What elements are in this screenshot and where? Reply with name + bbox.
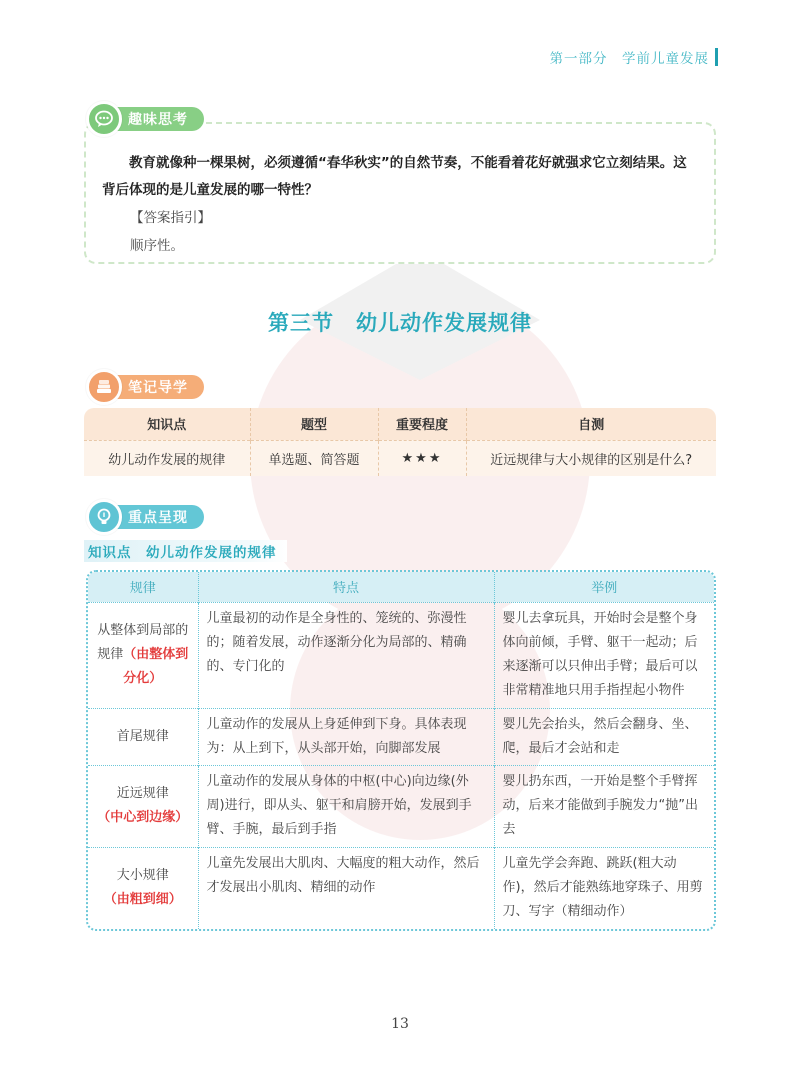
think-question: 教育就像种一棵果树，必须遵循“春华秋实”的自然节奏，不能看着花好就强求它立刻结果。这背后体现的是儿童发展的哪一特性？ — [102, 155, 687, 198]
table-row — [88, 602, 714, 708]
rules-header-row — [88, 572, 714, 602]
notes-table — [84, 408, 716, 476]
rules-table — [88, 572, 714, 929]
section-title: 第三节 幼儿动作发展规律 — [268, 311, 532, 335]
notes-cell: 幼儿动作发展的规律 — [84, 440, 250, 476]
table-row — [88, 765, 714, 847]
table-row — [88, 708, 714, 765]
feature-cell: 儿童先发展出大肌肉、大幅度的粗大动作，然后才发展出小肌肉、精细的动作 — [198, 847, 494, 929]
example-cell: 婴儿扔东西，一开始是整个手臂挥动，后来才能做到手腕发力“抛”出去 — [494, 765, 714, 847]
feature-cell: 儿童最初的动作是全身性的、笼统的、弥漫性的；随着发展，动作逐渐分化为局部的、精确的、专门化的 — [198, 602, 494, 708]
page-number: 13 — [391, 1016, 409, 1032]
rule-cell — [88, 847, 198, 929]
rule-name: 近远规律 — [116, 786, 169, 801]
rule-cell — [88, 708, 198, 765]
page-header — [550, 46, 719, 68]
importance-stars: ★★★ — [378, 440, 466, 476]
example-cell: 儿童先学会奔跑、跳跃(粗大动作)，然后才能熟练地穿珠子、用剪刀、写字（精细动作） — [494, 847, 714, 929]
rule-highlight: （由粗到细） — [103, 892, 182, 908]
rules-header-cell: 规律 — [88, 572, 198, 602]
rules-header-cell: 特点 — [198, 572, 494, 602]
think-badge-label: 趣味思考 — [106, 107, 204, 131]
notes-badge-label: 笔记导学 — [106, 375, 204, 399]
header-bar — [715, 48, 718, 66]
rule-highlight: （由整体到分化） — [123, 647, 189, 686]
lightbulb-icon — [86, 499, 122, 535]
knowledge-point-label: 知识点 幼儿动作发展的规律 — [84, 540, 287, 562]
feature-cell: 儿童动作的发展从上身延伸到下身。具体表现为：从上到下，从头部开始，向脚部发展 — [198, 708, 494, 765]
focus-badge — [86, 502, 204, 532]
notes-cell: 近远规律与大小规律的区别是什么? — [466, 440, 716, 476]
books-icon — [86, 369, 122, 405]
notes-row — [84, 440, 716, 476]
table-row — [88, 847, 714, 929]
notes-header-cell: 自测 — [466, 408, 716, 440]
notes-header-row — [84, 408, 716, 440]
rules-header-cell: 举例 — [494, 572, 714, 602]
rule-cell — [88, 602, 198, 708]
rule-name: 从整体到局部的规律 — [97, 623, 189, 662]
example-cell: 婴儿去拿玩具，开始时会是整个身体向前倾，手臂、躯干一起动；后来逐渐可以只伸出手臂；最后可以非常精准地只用手指捏起小物件 — [494, 602, 714, 708]
notes-header-cell: 重要程度 — [378, 408, 466, 440]
notes-header-cell: 题型 — [250, 408, 378, 440]
example-cell: 婴儿先会抬头，然后会翻身、坐、爬，最后才会站和走 — [494, 708, 714, 765]
notes-badge — [86, 372, 204, 402]
rule-highlight: （中心到边缘） — [97, 810, 189, 825]
rules-table-wrap — [86, 570, 716, 931]
notes-cell: 单选题、简答题 — [250, 440, 378, 476]
rule-name: 首尾规律 — [116, 728, 169, 744]
rule-name: 大小规律 — [116, 868, 169, 884]
answer-label: 【答案指引】 — [130, 210, 211, 226]
rule-cell — [88, 765, 198, 847]
chat-icon — [86, 101, 122, 137]
feature-cell: 儿童动作的发展从身体的中枢(中心)向边缘(外周)进行，即从头、躯干和肩膀开始，发展到手臂、手腕，最后到手指 — [198, 765, 494, 847]
think-box — [84, 122, 716, 264]
answer-text: 顺序性。 — [130, 238, 184, 254]
think-badge — [86, 104, 204, 134]
notes-header-cell: 知识点 — [84, 408, 250, 440]
focus-badge-label: 重点呈现 — [106, 505, 204, 529]
header-text: 第一部分 学前儿童发展 — [549, 51, 709, 67]
